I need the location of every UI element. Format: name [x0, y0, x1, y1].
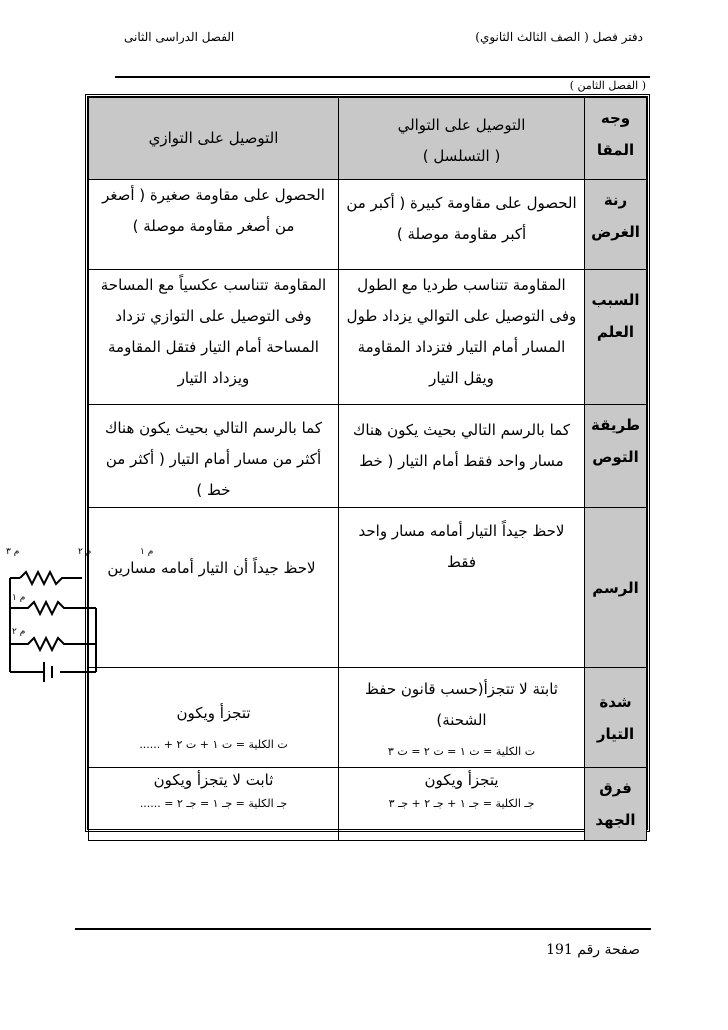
row-series: [339, 668, 585, 768]
row-aspect: السبب العلم: [585, 270, 647, 405]
table-row: [89, 270, 647, 405]
row-parallel: [89, 768, 339, 841]
row-series: المقاومة تتناسب طرديا مع الطول وفى التوصيل على التوالي يزداد طول المسار أمام التيار فتزداد المقاومة ويقل التيار: [339, 270, 585, 405]
row-parallel: المقاومة تتناسب عكسياً مع المساحة وفى التوصيل على التوازي تزداد المساحة أمام التيار فتقل المقاومة ويزداد التيار: [89, 270, 339, 405]
series-text: ثابتة لا تتجزأ(حسب قانون حفظ الشحنة): [365, 680, 558, 729]
semester-title: الفصل الدراسى الثانى: [124, 30, 235, 44]
series-header-sub: ( التسلسل ): [422, 147, 501, 165]
row-aspect: الرسم: [585, 508, 647, 668]
voltage-series-formula: جـ الكلية = جـ ١ + جـ ٢ + جـ ٣: [388, 797, 535, 810]
resistor-r1: [10, 602, 96, 614]
table-row: [89, 508, 647, 668]
table-row: [89, 668, 647, 768]
row-aspect: طريقة التوص: [585, 405, 647, 508]
page-number: [546, 942, 640, 958]
circuit-label: م ٣: [6, 547, 20, 557]
row-series: لاحظ جيداً التيار أمامه مسار واحد فقط: [339, 508, 585, 668]
footer-rule: [75, 928, 651, 930]
resistor-r2: [10, 638, 96, 650]
parallel-circuit-diagram: [0, 540, 160, 700]
parallel-text: ثابت لا يتجزأ ويكون: [153, 771, 274, 789]
circuit-label: م ١: [12, 593, 26, 603]
row-parallel: الحصول على مقاومة صغيرة ( أصغر من أصغر مقاومة موصلة ): [89, 180, 339, 270]
comparison-table: [88, 97, 647, 841]
header-rule: [115, 76, 650, 78]
parallel-header: التوصيل على التوازي: [89, 98, 339, 180]
chapter-title: ( الفصل الثامن ): [569, 79, 646, 92]
row-series: كما بالرسم التالي بحيث يكون هناك مسار واحد فقط أمام التيار ( خط: [339, 405, 585, 508]
circuit-label: م ٢: [78, 547, 92, 557]
notebook-title: دفتر فصل ( الصف الثالث الثانوي): [475, 30, 643, 44]
circuit-label: م ٢: [12, 627, 26, 637]
row-series: [339, 768, 585, 841]
row-parallel: كما بالرسم التالي بحيث يكون هناك أكثر من مسار أمام التيار ( أكثر من خط ): [89, 405, 339, 508]
voltage-parallel-formula: جـ الكلية = جـ ١ = جـ ٢ = ......: [139, 797, 288, 810]
series-header-title: التوصيل على التوالي: [397, 116, 526, 134]
table-header-row: [89, 98, 647, 180]
series-text: يتجزأ ويكون: [424, 771, 499, 789]
parallel-text: تتجزأ ويكون: [176, 704, 251, 722]
row-series: الحصول على مقاومة كبيرة ( أكبر من أكبر مقاومة موصلة ): [339, 180, 585, 270]
series-resistor-trace: [20, 572, 82, 584]
row-aspect: فرق الجهد: [585, 768, 647, 841]
circuit-label: م ١: [140, 547, 154, 557]
page-number-value: 191: [546, 942, 573, 958]
current-parallel-formula: ت الكلية = ت ١ + ت ٢ + ......: [139, 738, 288, 751]
table-row: [89, 768, 647, 841]
aspect-header: وجه المقا: [585, 98, 647, 180]
table-row: [89, 180, 647, 270]
page-label: صفحة رقم: [577, 942, 640, 958]
table-row: [89, 405, 647, 508]
row-parallel: لاحظ جيداً أن التيار أمامه مسارين: [89, 508, 339, 668]
current-series-formula: ت الكلية = ت ١ = ت ٢ = ت ٣: [387, 745, 536, 758]
series-header: [339, 98, 585, 180]
row-aspect: شدة التيار: [585, 668, 647, 768]
row-aspect: رنة الغرض: [585, 180, 647, 270]
